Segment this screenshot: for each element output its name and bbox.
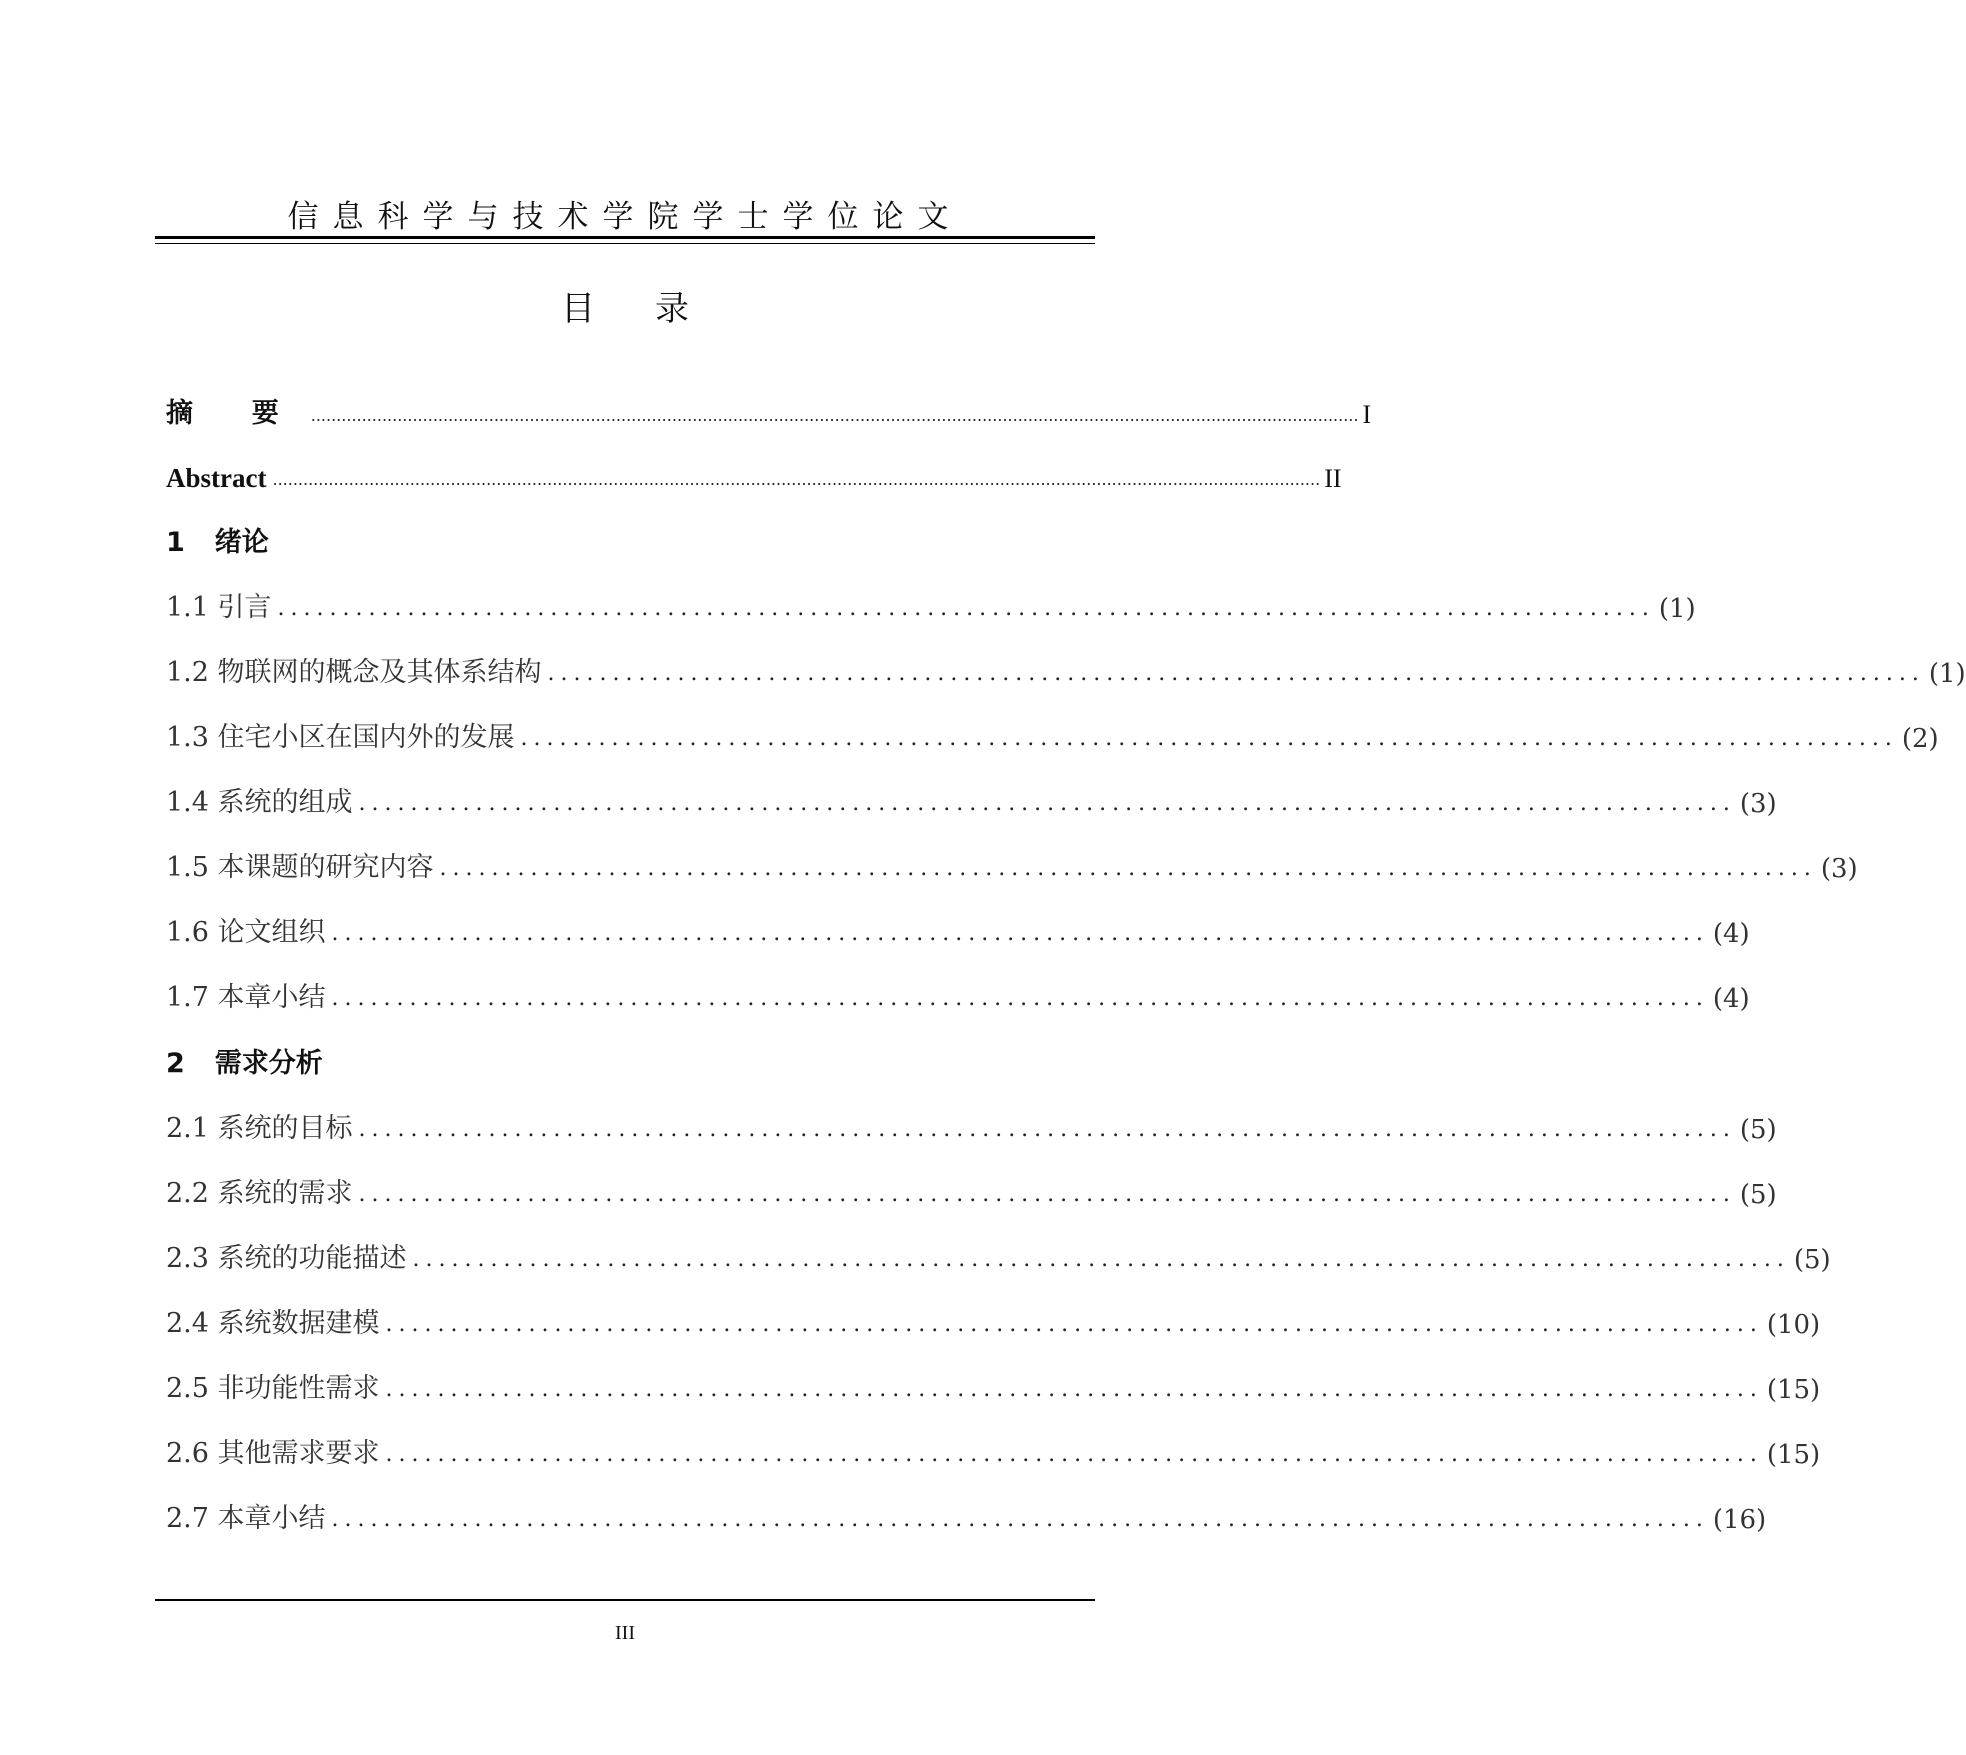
toc-entry-abstract-en[interactable]: [166, 452, 1342, 494]
dot-leader: ..........................................................................................................: [358, 1117, 1736, 1142]
dot-leader: ..........................................................................................................: [547, 661, 1925, 686]
toc-entry[interactable]: [166, 1428, 1821, 1470]
toc-entry-label: 1.2 物联网的概念及其体系结构: [166, 657, 542, 688]
toc-entry-page: (15): [1766, 1375, 1821, 1405]
page-number: III: [615, 1622, 635, 1644]
dot-leader: ..........................................................................................................: [439, 856, 1817, 881]
toc-entry[interactable]: [166, 777, 1777, 819]
toc-entry-label: 摘 要: [166, 398, 305, 428]
header-rule-thick: [155, 236, 1095, 239]
dot-leader: ..........................................................................................................: [331, 1507, 1709, 1532]
toc-entry-label: 2.6 其他需求要求: [166, 1438, 380, 1469]
chapter-title: 需求分析: [214, 1048, 323, 1079]
toc-entry-page: (1): [1658, 594, 1696, 624]
toc-entry[interactable]: [166, 907, 1750, 949]
toc-entry[interactable]: [166, 1233, 1831, 1275]
toc-entry[interactable]: [166, 712, 1939, 754]
toc-entry-page: II: [1324, 464, 1342, 493]
dot-leader: ..........................................................................................................: [358, 1182, 1736, 1207]
toc-entry-page: (4): [1712, 919, 1750, 949]
toc-entry-label: 2.2 系统的需求: [166, 1178, 353, 1209]
toc-entry-abstract-cn[interactable]: [166, 388, 1372, 430]
dot-leader: ..............................................................................................................................................................................................................: [310, 406, 1359, 425]
toc-chapter-2[interactable]: [166, 1038, 1092, 1080]
toc-entry[interactable]: [166, 1493, 1767, 1535]
toc-chapter-1[interactable]: [166, 517, 1092, 559]
toc-title: [155, 286, 1095, 332]
toc-entry[interactable]: [166, 582, 1696, 624]
toc-entry-page: (2): [1901, 724, 1939, 754]
dot-leader: ..........................................................................................................: [358, 791, 1736, 816]
header-rule-thin: [155, 243, 1095, 244]
toc-entry[interactable]: [166, 972, 1750, 1014]
running-header: 信息科学与技术学院学士学位论文: [287, 199, 963, 235]
toc-title-char: 目: [561, 289, 595, 329]
toc-entry-label: 1.4 系统的组成: [166, 787, 353, 818]
toc-entry-page: (1): [1928, 659, 1966, 689]
toc-entry-page: (5): [1739, 1180, 1777, 1210]
dot-leader: ..........................................................................................................: [385, 1442, 1763, 1467]
toc-entry-page: (5): [1793, 1245, 1831, 1275]
toc-entry-label: 2.7 本章小结: [166, 1503, 326, 1534]
toc-entry[interactable]: [166, 647, 1966, 689]
dot-leader: ..............................................................................................................................................................................................................: [272, 470, 1321, 489]
toc-entry-label: 2.1 系统的目标: [166, 1113, 353, 1144]
toc-entry[interactable]: [166, 1298, 1821, 1340]
toc-entry-label: 2.3 系统的功能描述: [166, 1243, 407, 1274]
toc-entry-page: I: [1362, 400, 1372, 429]
toc-entry-page: (5): [1739, 1115, 1777, 1145]
chapter-heading: [166, 1041, 329, 1080]
dot-leader: ..........................................................................................................: [412, 1247, 1790, 1272]
toc-entry-label: 2.5 非功能性需求: [166, 1373, 380, 1404]
dot-leader: ..........................................................................................................: [385, 1377, 1763, 1402]
toc-entry-page: (3): [1820, 854, 1858, 884]
toc-entry-label: 1.7 本章小结: [166, 982, 326, 1013]
toc-entry-page: (15): [1766, 1440, 1821, 1470]
toc-entry-label: 2.4 系统数据建模: [166, 1308, 380, 1339]
toc-entry[interactable]: [166, 842, 1858, 884]
toc-title-char: 录: [655, 289, 689, 329]
toc-entry-page: (3): [1739, 789, 1777, 819]
dot-leader: ..........................................................................................................: [520, 726, 1898, 751]
chapter-number: 2: [166, 1048, 185, 1079]
footer-rule: [155, 1599, 1095, 1601]
toc-entry[interactable]: [166, 1363, 1821, 1405]
dot-leader: ..........................................................................................................: [331, 986, 1709, 1011]
toc-entry-page: (10): [1766, 1310, 1821, 1340]
dot-leader: ..........................................................................................................: [331, 921, 1709, 946]
toc-entry-label: 1.5 本课题的研究内容: [166, 852, 434, 883]
chapter-number: 1: [166, 527, 185, 558]
chapter-heading: [166, 520, 275, 559]
toc-entry-label: 1.1 引言: [166, 592, 272, 623]
dot-leader: ..........................................................................................................: [385, 1312, 1763, 1337]
toc-entry-page: (16): [1712, 1505, 1767, 1535]
toc-entry-page: (4): [1712, 984, 1750, 1014]
chapter-title: 绪论: [214, 527, 269, 558]
toc-entry-label: Abstract: [166, 463, 267, 493]
toc-entry[interactable]: [166, 1168, 1777, 1210]
toc-entry[interactable]: [166, 1103, 1777, 1145]
toc-entry-label: 1.6 论文组织: [166, 917, 326, 948]
dot-leader: ..........................................................................................................: [277, 596, 1655, 621]
toc-entry-label: 1.3 住宅小区在国内外的发展: [166, 722, 515, 753]
